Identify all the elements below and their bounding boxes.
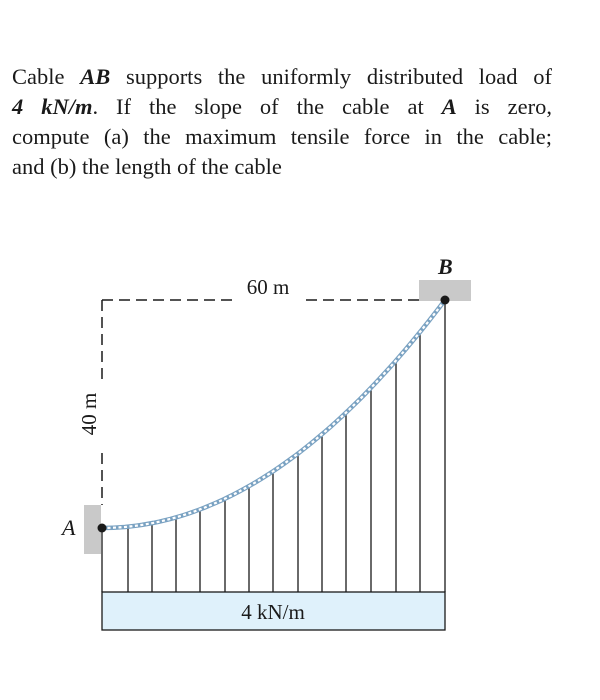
problem-line-4: and (b) the length of the cable: [12, 154, 282, 179]
load-label: 4 kN/m: [241, 600, 305, 624]
point-b-label: B: [438, 254, 453, 279]
sag-label: 40 m: [77, 392, 101, 436]
point-a-label: A: [62, 515, 76, 540]
hanger-group: [102, 300, 445, 592]
point-a-marker: [98, 524, 107, 533]
problem-text: Cable: [12, 64, 81, 89]
problem-point-name: A: [441, 94, 457, 119]
problem-line-3: compute (a) the maximum tensile force in the cable;: [12, 124, 552, 149]
point-b-marker: [441, 296, 450, 305]
problem-load-value: 4 kN/m: [12, 94, 93, 119]
span-label: 60 m: [246, 275, 290, 299]
problem-cable-name: AB: [80, 64, 111, 89]
problem-text: is zero,: [456, 94, 552, 119]
problem-text: . If the slope of the cable at: [92, 94, 442, 119]
problem-text: supports the uniformly distributed load of: [110, 64, 552, 89]
